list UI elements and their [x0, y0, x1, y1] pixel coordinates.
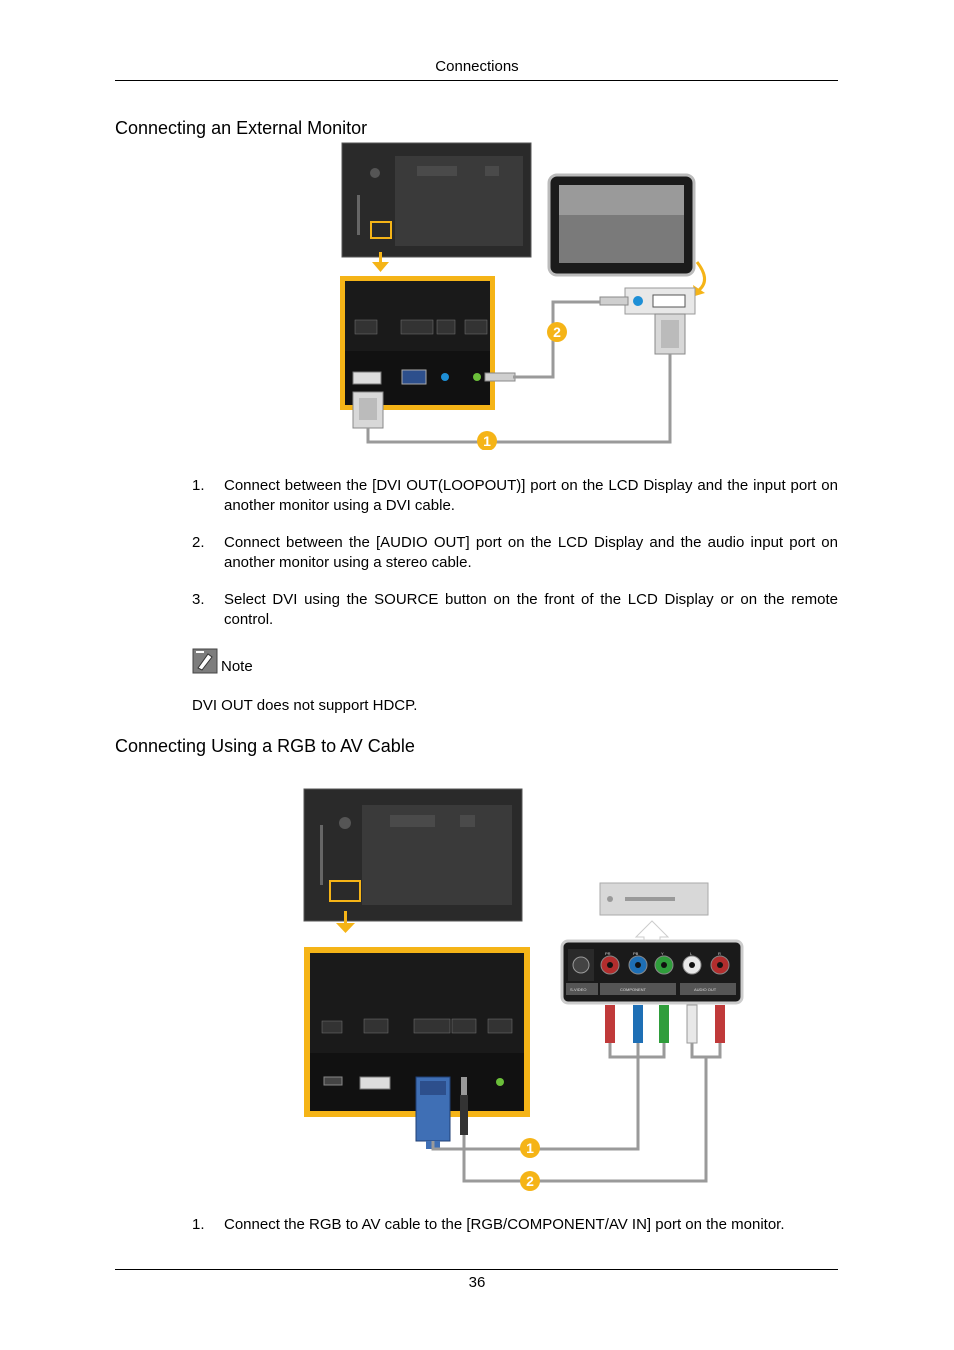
arrow-down-icon: [372, 262, 389, 272]
note: [192, 648, 253, 676]
svg-text:2: 2: [526, 1173, 534, 1189]
svg-text:2: 2: [553, 324, 561, 340]
svg-text:R: R: [718, 951, 721, 956]
footer-rule: [115, 1269, 838, 1270]
svg-text:L: L: [690, 951, 693, 956]
svg-text:1: 1: [526, 1140, 534, 1156]
svg-text:PB: PB: [633, 951, 639, 956]
note-pencil-icon: [192, 648, 218, 674]
rca-plug-green: [659, 1005, 669, 1043]
rca-plug-blue: [633, 1005, 643, 1043]
page-number: 36: [468, 1274, 486, 1291]
section-title-rgb-to-av: Connecting Using a RGB to AV Cable: [115, 736, 415, 756]
rca-plug-red-right: [715, 1005, 725, 1043]
running-header: Connections: [435, 58, 519, 75]
svg-text:AUDIO OUT: AUDIO OUT: [694, 987, 717, 992]
header-rule: [115, 80, 838, 81]
note-label: Note: [221, 658, 253, 675]
svg-text:Y: Y: [661, 951, 664, 956]
svg-text:PR: PR: [605, 951, 611, 956]
section-title-external-monitor: Connecting an External Monitor: [115, 118, 368, 138]
rca-plug-red: [605, 1005, 615, 1043]
figure-external-monitor: [335, 140, 745, 450]
arrow-down-icon: [336, 923, 355, 933]
svg-text:COMPONENT: COMPONENT: [620, 987, 646, 992]
note-text: DVI OUT does not support HDCP.: [192, 697, 418, 714]
svg-text:1: 1: [483, 433, 491, 449]
rotate-arrow-icon: [697, 262, 705, 290]
rca-plug-white: [687, 1005, 697, 1043]
figure-rgb-to-av: [300, 785, 745, 1195]
svg-text:S-VIDEO: S-VIDEO: [570, 987, 587, 992]
